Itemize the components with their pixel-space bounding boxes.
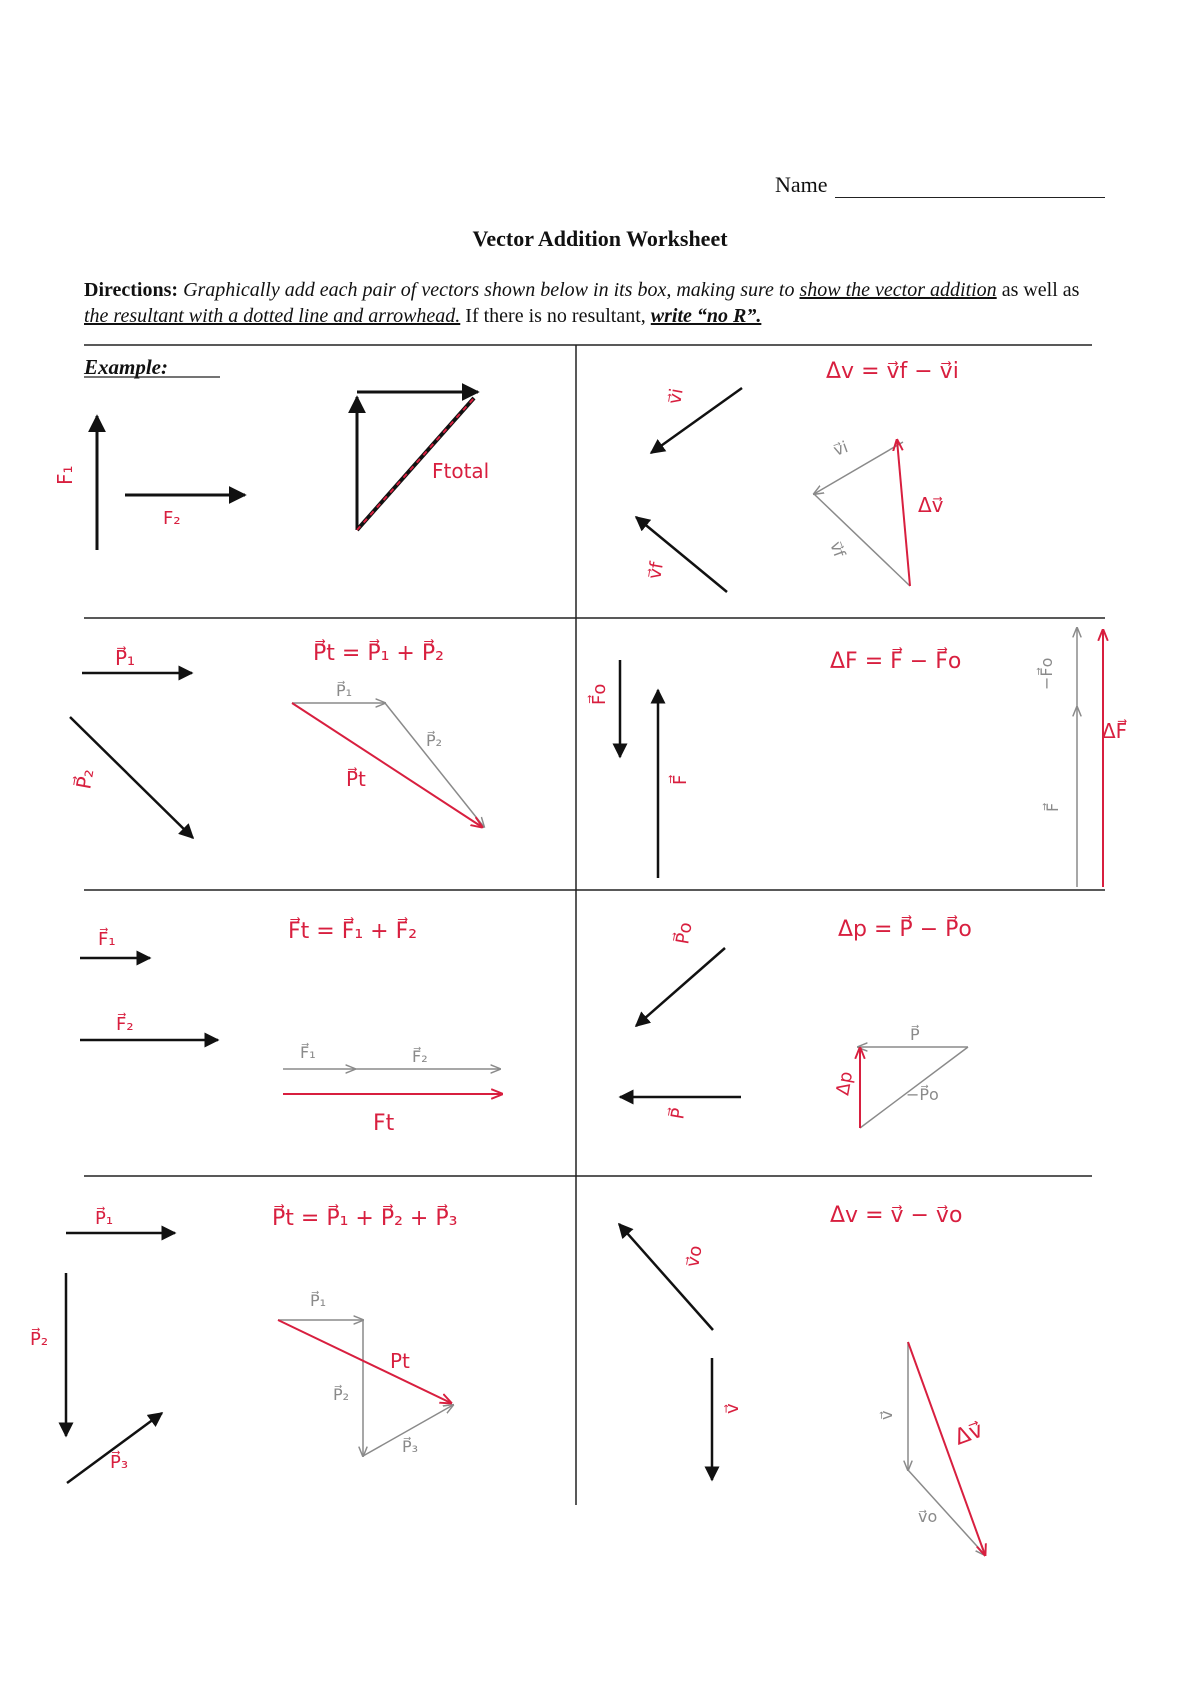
sketch-pt-b7 — [278, 1320, 451, 1403]
equation-ft: F⃗t = F⃗₁ + F⃗₂ — [288, 919, 418, 944]
directions-label: Directions: — [84, 279, 179, 301]
label-fo: F⃗o — [589, 683, 610, 705]
label-f2: F₂ — [163, 508, 181, 529]
sketch-label-f: F⃗ — [1043, 802, 1062, 812]
sketch-label-dv: Δv⃗ — [918, 493, 944, 517]
sketch-label-p2: P⃗₂ — [426, 731, 443, 750]
sketch-vf — [814, 494, 910, 586]
example-box — [53, 392, 489, 550]
sketch-label-fo: −F⃗o — [1037, 657, 1056, 690]
sketch-label-vo: v⃗o — [918, 1507, 938, 1526]
sketch-label-dp: Δp — [832, 1069, 858, 1097]
sketch-label-p3-b7: P⃗₃ — [402, 1437, 419, 1456]
equation-dp: Δp = P⃗ − P⃗o — [838, 917, 972, 942]
box-momentum-change — [620, 915, 972, 1128]
sketch-label-f2-b5: F⃗₂ — [412, 1047, 428, 1066]
label-f: F⃗ — [670, 774, 691, 785]
sketch-pt — [292, 703, 482, 827]
equation-pt-b7: P⃗t = P⃗₁ + P⃗₂ + P⃗₃ — [272, 1206, 458, 1231]
label-p: P⃗ — [667, 1106, 690, 1121]
sketch-dv — [897, 440, 910, 586]
directions-show-addition: show the vector addition — [799, 279, 997, 301]
box-velocity-change — [636, 359, 959, 592]
example-label: Example: — [84, 355, 168, 379]
vector-po-arrow — [636, 948, 725, 1026]
label-p1-b7: P⃗₁ — [95, 1208, 114, 1229]
sketch-label-vf: v⃗f — [826, 538, 850, 560]
sketch-label-p2-b7: P⃗₂ — [333, 1385, 350, 1404]
sketch-label-f1-b5: F⃗₁ — [300, 1043, 316, 1062]
label-f1-b5: F⃗₁ — [98, 929, 116, 950]
page-title: Vector Addition Worksheet — [472, 226, 728, 251]
label-p3-b7: P⃗₃ — [110, 1452, 129, 1473]
label-p2-b7: P⃗₂ — [30, 1329, 49, 1350]
directions-italic: Graphically add each pair of vectors shown below in its box, making sure to — [183, 279, 795, 301]
sketch-label-p1: P⃗₁ — [336, 681, 353, 700]
vector-vf-arrow — [636, 517, 727, 592]
sketch-p2 — [385, 703, 484, 827]
vector-vo-arrow — [619, 1224, 713, 1330]
equation-dv-b8: Δv = v⃗ − v⃗o — [830, 1203, 963, 1228]
box-velocity-change-2 — [619, 1203, 986, 1555]
label-vf: v⃗f — [644, 560, 668, 581]
directions-plain2: If there is no resultant, — [465, 305, 646, 327]
label-vo: v⃗o — [682, 1243, 707, 1269]
sketch-vi — [814, 442, 903, 494]
box-force-change — [588, 628, 1128, 887]
box-momentum-sum — [70, 639, 484, 838]
equation-dv: Δv = v⃗f − v⃗i — [826, 359, 959, 384]
sketch-label-po: −P⃗o — [906, 1085, 939, 1104]
label-ftotal: Ftotal — [432, 459, 490, 483]
equation-df: ΔF = F⃗ − F⃗o — [830, 649, 962, 674]
sketch-label-pt: P⃗t — [346, 767, 366, 791]
label-f1: F₁ — [53, 465, 77, 485]
directions-plain1: as well as — [1001, 279, 1080, 301]
sketch-label-p1-b7: P⃗₁ — [310, 1291, 327, 1310]
directions-write-no-r: write “no R”. — [650, 305, 762, 327]
label-p2: P⃗₂ — [71, 766, 99, 791]
sketch-label-pt-b7: Pt — [390, 1349, 410, 1373]
sketch-label-vi: v⃗i — [830, 437, 851, 460]
sketch-label-p: P⃗ — [910, 1025, 920, 1044]
name-label: Name — [775, 172, 828, 197]
sketch-label-ft-b5: Ft — [373, 1111, 395, 1136]
sketch-label-dv-b8: Δv⃗ — [951, 1417, 987, 1451]
label-v: v⃗ — [722, 1403, 743, 1414]
label-f2-b5: F⃗₂ — [116, 1014, 134, 1035]
box-force-sum — [80, 917, 502, 1136]
equation-pt: P⃗t = P⃗₁ + P⃗₂ — [313, 641, 444, 666]
label-vi: v⃗i — [664, 386, 688, 406]
sketch-label-df: ΔF⃗ — [1102, 719, 1128, 743]
label-po: P⃗o — [672, 920, 697, 946]
sketch-label-v: v⃗ — [877, 1410, 896, 1420]
label-p1: P⃗₁ — [115, 646, 136, 670]
box-momentum-three — [30, 1204, 457, 1483]
directions-resultant: the resultant with a dotted line and arrowhead. — [84, 305, 461, 327]
